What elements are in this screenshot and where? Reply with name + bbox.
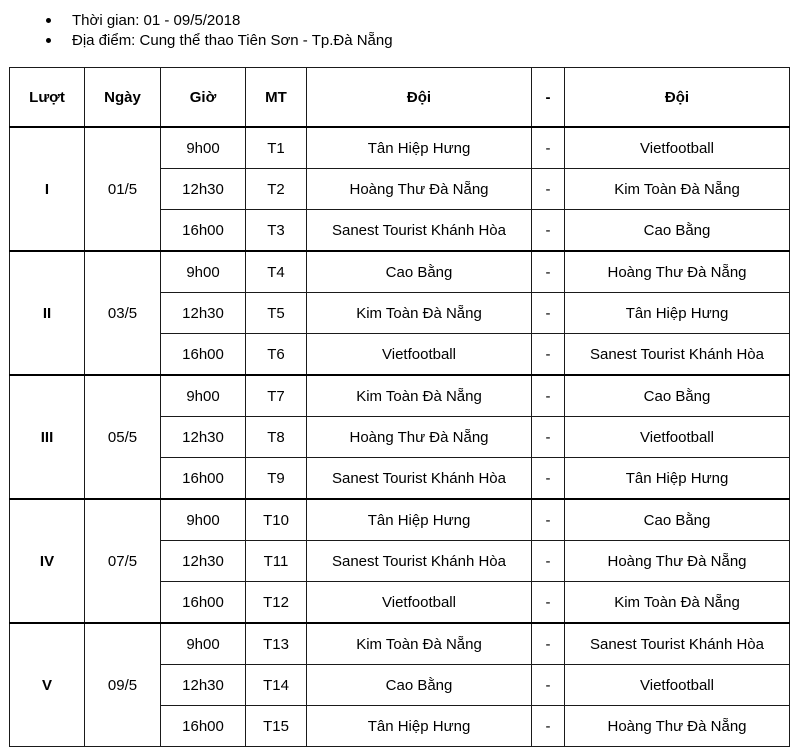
sep-cell: - [532, 334, 565, 376]
sep-cell: - [532, 293, 565, 334]
table-row [10, 499, 790, 541]
team1-cell: Tân Hiệp Hưng [307, 127, 532, 169]
sep-cell: - [532, 375, 565, 417]
team2-cell: Vietfootball [565, 127, 790, 169]
date-cell: 05/5 [85, 375, 161, 499]
match-cell: T4 [246, 251, 307, 293]
sep-cell: - [532, 210, 565, 252]
info-venue-text: Địa điểm: Cung thể thao Tiên Sơn - Tp.Đà Nẵng [72, 32, 393, 49]
round-cell: V [10, 623, 85, 747]
match-cell: T8 [246, 417, 307, 458]
team1-cell: Tân Hiệp Hưng [307, 706, 532, 747]
round-cell: I [10, 127, 85, 251]
match-cell: T9 [246, 458, 307, 500]
team2-cell: Kim Toàn Đà Nẵng [565, 582, 790, 624]
header-time: Giờ [161, 68, 246, 128]
header-team2: Đội [565, 68, 790, 128]
team1-cell: Vietfootball [307, 582, 532, 624]
team1-cell: Hoàng Thư Đà Nẵng [307, 169, 532, 210]
table-row [10, 623, 790, 665]
match-cell: T11 [246, 541, 307, 582]
time-cell: 9h00 [161, 623, 246, 665]
header-team1: Đội [307, 68, 532, 128]
sep-cell: - [532, 458, 565, 500]
team2-cell: Vietfootball [565, 665, 790, 706]
team1-cell: Tân Hiệp Hưng [307, 499, 532, 541]
time-cell: 16h00 [161, 582, 246, 624]
header-sep: - [532, 68, 565, 128]
team2-cell: Sanest Tourist Khánh Hòa [565, 623, 790, 665]
date-cell: 09/5 [85, 623, 161, 747]
date-cell: 07/5 [85, 499, 161, 623]
round-cell: III [10, 375, 85, 499]
time-cell: 12h30 [161, 417, 246, 458]
table-row [10, 251, 790, 293]
team1-cell: Kim Toàn Đà Nẵng [307, 623, 532, 665]
round-cell: IV [10, 499, 85, 623]
team1-cell: Cao Bằng [307, 665, 532, 706]
match-cell: T12 [246, 582, 307, 624]
team2-cell: Cao Bằng [565, 210, 790, 252]
match-cell: T15 [246, 706, 307, 747]
time-cell: 9h00 [161, 127, 246, 169]
match-cell: T2 [246, 169, 307, 210]
team1-cell: Sanest Tourist Khánh Hòa [307, 541, 532, 582]
info-item-venue [72, 31, 393, 51]
sep-cell: - [532, 541, 565, 582]
bullet-icon [46, 38, 51, 43]
header-row [10, 68, 790, 128]
match-cell: T10 [246, 499, 307, 541]
info-item-time [72, 11, 240, 31]
bullet-icon [46, 18, 51, 23]
time-cell: 16h00 [161, 334, 246, 376]
sep-cell: - [532, 417, 565, 458]
time-cell: 16h00 [161, 706, 246, 747]
time-cell: 12h30 [161, 169, 246, 210]
team1-cell: Cao Bằng [307, 251, 532, 293]
round-cell: II [10, 251, 85, 375]
sep-cell: - [532, 665, 565, 706]
team1-cell: Sanest Tourist Khánh Hòa [307, 458, 532, 500]
sep-cell: - [532, 706, 565, 747]
header-match: MT [246, 68, 307, 128]
team2-cell: Vietfootball [565, 417, 790, 458]
header-date: Ngày [85, 68, 161, 128]
info-time-text: Thời gian: 01 - 09/5/2018 [72, 12, 241, 29]
team2-cell: Hoàng Thư Đà Nẵng [565, 706, 790, 747]
team2-cell: Sanest Tourist Khánh Hòa [565, 334, 790, 376]
time-cell: 9h00 [161, 375, 246, 417]
time-cell: 16h00 [161, 458, 246, 500]
time-cell: 12h30 [161, 665, 246, 706]
time-cell: 16h00 [161, 210, 246, 252]
match-cell: T5 [246, 293, 307, 334]
team1-cell: Vietfootball [307, 334, 532, 376]
team2-cell: Cao Bằng [565, 375, 790, 417]
schedule-table [9, 67, 790, 747]
team2-cell: Kim Toàn Đà Nẵng [565, 169, 790, 210]
time-cell: 12h30 [161, 541, 246, 582]
header-round: Lượt [10, 68, 85, 128]
team1-cell: Kim Toàn Đà Nẵng [307, 375, 532, 417]
match-cell: T1 [246, 127, 307, 169]
time-cell: 9h00 [161, 251, 246, 293]
date-cell: 03/5 [85, 251, 161, 375]
sep-cell: - [532, 169, 565, 210]
team2-cell: Tân Hiệp Hưng [565, 458, 790, 500]
team2-cell: Cao Bằng [565, 499, 790, 541]
time-cell: 12h30 [161, 293, 246, 334]
match-cell: T6 [246, 334, 307, 376]
sep-cell: - [532, 127, 565, 169]
table-row [10, 375, 790, 417]
table-row [10, 127, 790, 169]
sep-cell: - [532, 623, 565, 665]
team1-cell: Kim Toàn Đà Nẵng [307, 293, 532, 334]
sep-cell: - [532, 582, 565, 624]
match-cell: T14 [246, 665, 307, 706]
date-cell: 01/5 [85, 127, 161, 251]
sep-cell: - [532, 251, 565, 293]
sep-cell: - [532, 499, 565, 541]
match-cell: T3 [246, 210, 307, 252]
team2-cell: Hoàng Thư Đà Nẵng [565, 251, 790, 293]
match-cell: T7 [246, 375, 307, 417]
team2-cell: Hoàng Thư Đà Nẵng [565, 541, 790, 582]
team1-cell: Sanest Tourist Khánh Hòa [307, 210, 532, 252]
time-cell: 9h00 [161, 499, 246, 541]
team1-cell: Hoàng Thư Đà Nẵng [307, 417, 532, 458]
match-cell: T13 [246, 623, 307, 665]
schedule-body [10, 127, 790, 747]
team2-cell: Tân Hiệp Hưng [565, 293, 790, 334]
